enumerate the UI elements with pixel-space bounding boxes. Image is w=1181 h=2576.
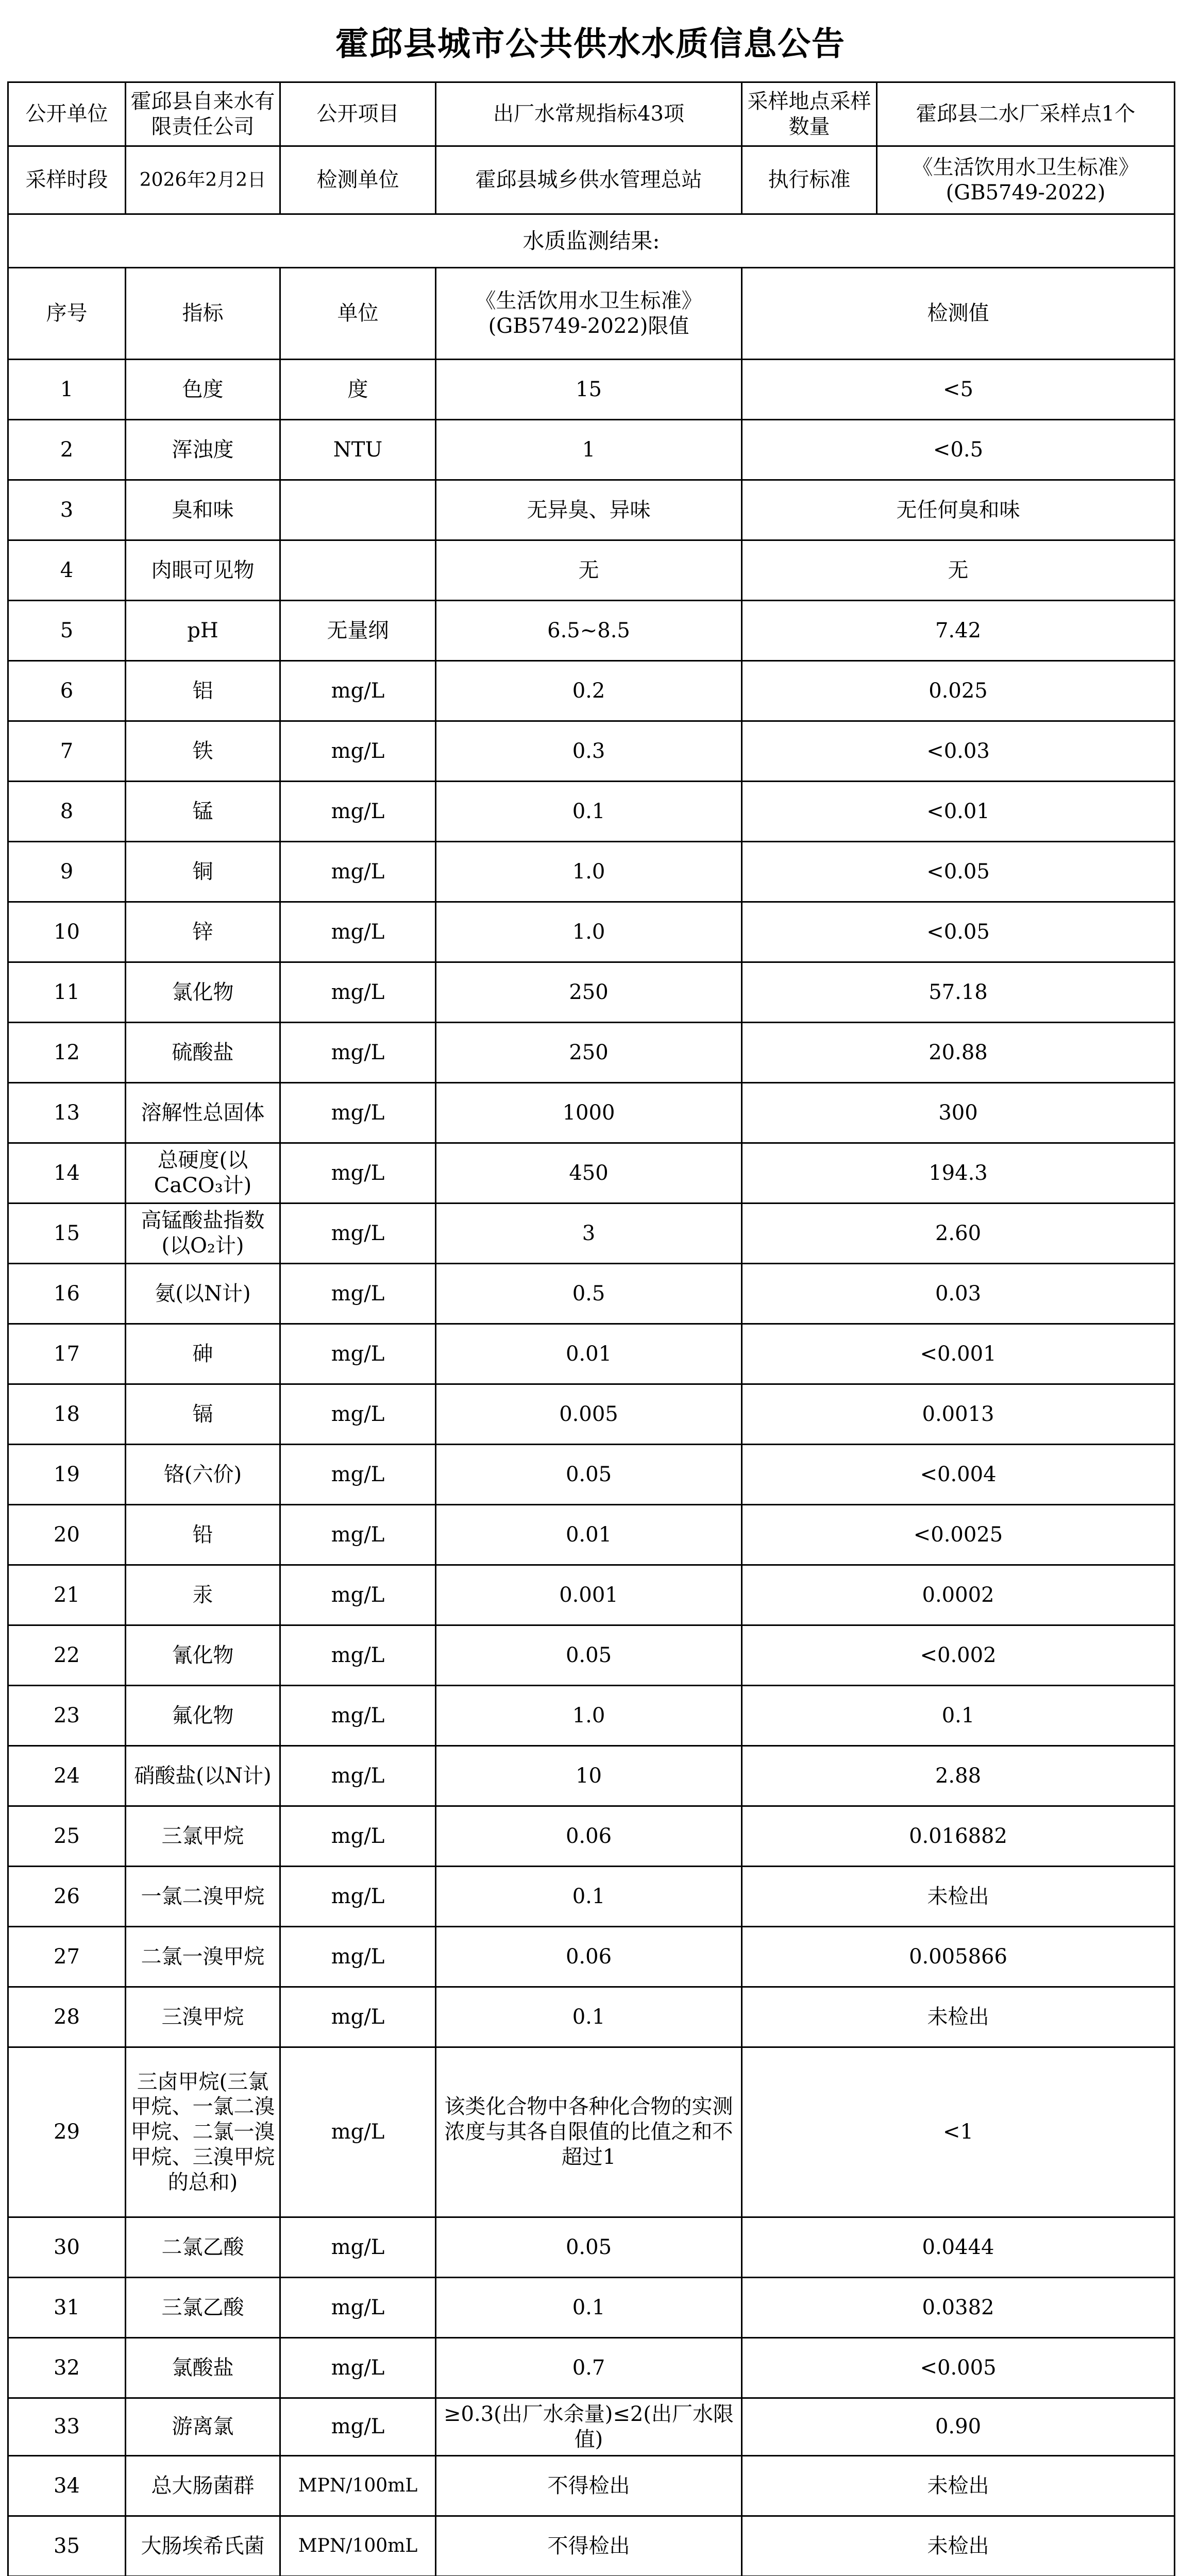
table-row (8, 2516, 1175, 2576)
row-limit-cell: 0.1 (436, 1867, 742, 1927)
col-header-limit: 《生活饮用水卫生标准》(GB5749-2022)限值 (436, 268, 742, 360)
row-no-cell: 17 (8, 1324, 126, 1384)
row-unit-cell: mg/L (280, 1264, 436, 1324)
row-indicator-cell: 总硬度(以CaCO₃计) (126, 1143, 280, 1204)
row-no-cell: 4 (8, 540, 126, 601)
row-indicator-cell: 氯酸盐 (126, 2338, 280, 2398)
publisher-label: 公开单位 (8, 82, 126, 146)
row-limit-cell: 不得检出 (436, 2456, 742, 2516)
row-indicator-cell: 浑浊度 (126, 420, 280, 480)
row-value-cell: 300 (742, 1083, 1175, 1143)
table-row (8, 420, 1175, 480)
row-value-cell: 0.016882 (742, 1806, 1175, 1867)
table-row (8, 480, 1175, 540)
row-indicator-cell: 铬(六价) (126, 1445, 280, 1505)
row-no-cell: 10 (8, 902, 126, 962)
row-value-cell: 2.88 (742, 1746, 1175, 1806)
results-title: 水质监测结果: (8, 214, 1175, 268)
row-unit-cell: 无量纲 (280, 601, 436, 661)
row-indicator-cell: 镉 (126, 1384, 280, 1445)
row-unit-cell: mg/L (280, 1204, 436, 1264)
table-row (8, 1324, 1175, 1384)
table-row (8, 1927, 1175, 1987)
row-unit-cell: mg/L (280, 842, 436, 902)
row-no-cell: 9 (8, 842, 126, 902)
table-row (8, 1023, 1175, 1083)
row-unit-cell: MPN/100mL (280, 2516, 436, 2576)
row-unit-cell: mg/L (280, 2047, 436, 2217)
table-row (8, 1565, 1175, 1625)
row-unit-cell: mg/L (280, 782, 436, 842)
row-unit-cell: mg/L (280, 1746, 436, 1806)
row-limit-cell: 0.2 (436, 661, 742, 721)
site-label: 采样地点采样数量 (742, 82, 877, 146)
publisher-value: 霍邱县自来水有限责任公司 (126, 82, 280, 146)
row-indicator-cell: 高锰酸盐指数(以O₂计) (126, 1204, 280, 1264)
row-limit-cell: 0.05 (436, 2217, 742, 2278)
row-value-cell: 0.03 (742, 1264, 1175, 1324)
row-no-cell: 18 (8, 1384, 126, 1445)
table-row (8, 902, 1175, 962)
row-no-cell: 7 (8, 721, 126, 782)
row-limit-cell: 0.5 (436, 1264, 742, 1324)
row-no-cell: 23 (8, 1686, 126, 1746)
row-indicator-cell: 铜 (126, 842, 280, 902)
row-limit-cell: 250 (436, 1023, 742, 1083)
row-no-cell: 30 (8, 2217, 126, 2278)
row-limit-cell: 0.005 (436, 1384, 742, 1445)
table-row (8, 1143, 1175, 1204)
row-indicator-cell: 三溴甲烷 (126, 1987, 280, 2047)
row-indicator-cell: 硝酸盐(以N计) (126, 1746, 280, 1806)
table-row (8, 1505, 1175, 1565)
row-indicator-cell: 硫酸盐 (126, 1023, 280, 1083)
row-no-cell: 26 (8, 1867, 126, 1927)
data-rows (8, 360, 1175, 2576)
row-unit-cell: mg/L (280, 2217, 436, 2278)
row-unit-cell: mg/L (280, 1143, 436, 1204)
row-indicator-cell: 游离氯 (126, 2398, 280, 2456)
row-value-cell: 未检出 (742, 1867, 1175, 1927)
column-header-row (8, 268, 1175, 360)
table-row (8, 360, 1175, 420)
row-limit-cell: 450 (436, 1143, 742, 1204)
row-no-cell: 1 (8, 360, 126, 420)
item-value: 出厂水常规指标43项 (436, 82, 742, 146)
row-no-cell: 22 (8, 1625, 126, 1686)
row-unit-cell: mg/L (280, 1625, 436, 1686)
col-header-value: 检测值 (742, 268, 1175, 360)
row-no-cell: 19 (8, 1445, 126, 1505)
row-value-cell: <0.01 (742, 782, 1175, 842)
row-indicator-cell: 砷 (126, 1324, 280, 1384)
time-value: 2026年2月2日 (126, 146, 280, 214)
row-indicator-cell: 氟化物 (126, 1686, 280, 1746)
row-limit-cell: 0.1 (436, 2278, 742, 2338)
row-limit-cell: 该类化合物中各种化合物的实测浓度与其各自限值的比值之和不超过1 (436, 2047, 742, 2217)
row-value-cell: 未检出 (742, 2456, 1175, 2516)
row-no-cell: 24 (8, 1746, 126, 1806)
info-row-1 (8, 82, 1175, 146)
row-value-cell: <0.001 (742, 1324, 1175, 1384)
table-row (8, 1746, 1175, 1806)
table-row (8, 1987, 1175, 2047)
time-label: 采样时段 (8, 146, 126, 214)
row-no-cell: 2 (8, 420, 126, 480)
row-unit-cell: mg/L (280, 1505, 436, 1565)
row-limit-cell: 10 (436, 1746, 742, 1806)
row-no-cell: 15 (8, 1204, 126, 1264)
row-no-cell: 25 (8, 1806, 126, 1867)
row-value-cell: <1 (742, 2047, 1175, 2217)
row-value-cell: 2.60 (742, 1204, 1175, 1264)
row-limit-cell: 1000 (436, 1083, 742, 1143)
results-title-row (8, 214, 1175, 268)
row-no-cell: 8 (8, 782, 126, 842)
row-unit-cell: mg/L (280, 1384, 436, 1445)
row-no-cell: 28 (8, 1987, 126, 2047)
row-limit-cell: 0.1 (436, 1987, 742, 2047)
row-limit-cell: 不得检出 (436, 2516, 742, 2576)
row-unit-cell: mg/L (280, 2398, 436, 2456)
row-limit-cell: 1.0 (436, 902, 742, 962)
row-limit-cell: 0.05 (436, 1445, 742, 1505)
table-row (8, 661, 1175, 721)
row-indicator-cell: 大肠埃希氏菌 (126, 2516, 280, 2576)
row-indicator-cell: 三卤甲烷(三氯甲烷、一氯二溴甲烷、二氯一溴甲烷、三溴甲烷的总和) (126, 2047, 280, 2217)
table-row (8, 540, 1175, 601)
row-indicator-cell: 臭和味 (126, 480, 280, 540)
row-limit-cell: 6.5~8.5 (436, 601, 742, 661)
row-unit-cell: mg/L (280, 962, 436, 1023)
lab-label: 检测单位 (280, 146, 436, 214)
row-value-cell: 0.0002 (742, 1565, 1175, 1625)
row-unit-cell: 度 (280, 360, 436, 420)
row-limit-cell: 15 (436, 360, 742, 420)
table-row (8, 842, 1175, 902)
water-quality-table (7, 81, 1175, 2576)
row-limit-cell: 0.06 (436, 1927, 742, 1987)
row-unit-cell: mg/L (280, 1806, 436, 1867)
row-limit-cell: 无 (436, 540, 742, 601)
table-row (8, 1445, 1175, 1505)
table-row (8, 2398, 1175, 2456)
row-indicator-cell: 汞 (126, 1565, 280, 1625)
table-row (8, 1083, 1175, 1143)
table-row (8, 1204, 1175, 1264)
row-no-cell: 6 (8, 661, 126, 721)
row-value-cell: 无任何臭和味 (742, 480, 1175, 540)
row-indicator-cell: 三氯乙酸 (126, 2278, 280, 2338)
row-unit-cell: mg/L (280, 721, 436, 782)
row-unit-cell: mg/L (280, 1867, 436, 1927)
row-indicator-cell: 肉眼可见物 (126, 540, 280, 601)
row-no-cell: 31 (8, 2278, 126, 2338)
row-unit-cell: mg/L (280, 1023, 436, 1083)
row-value-cell: <0.005 (742, 2338, 1175, 2398)
col-header-no: 序号 (8, 268, 126, 360)
row-indicator-cell: 氰化物 (126, 1625, 280, 1686)
row-value-cell: <0.05 (742, 842, 1175, 902)
table-row (8, 1686, 1175, 1746)
row-value-cell: 未检出 (742, 1987, 1175, 2047)
info-row-2 (8, 146, 1175, 214)
row-no-cell: 27 (8, 1927, 126, 1987)
row-limit-cell: ≥0.3(出厂水余量)≤2(出厂水限值) (436, 2398, 742, 2456)
row-indicator-cell: 铝 (126, 661, 280, 721)
row-indicator-cell: 溶解性总固体 (126, 1083, 280, 1143)
row-unit-cell: mg/L (280, 2278, 436, 2338)
row-value-cell: 7.42 (742, 601, 1175, 661)
row-indicator-cell: 三氯甲烷 (126, 1806, 280, 1867)
row-indicator-cell: 铁 (126, 721, 280, 782)
row-limit-cell: 0.7 (436, 2338, 742, 2398)
row-limit-cell: 0.06 (436, 1806, 742, 1867)
standard-label: 执行标准 (742, 146, 877, 214)
row-no-cell: 13 (8, 1083, 126, 1143)
row-unit-cell: mg/L (280, 661, 436, 721)
row-limit-cell: 0.05 (436, 1625, 742, 1686)
row-indicator-cell: 氨(以N计) (126, 1264, 280, 1324)
row-unit-cell: mg/L (280, 902, 436, 962)
row-limit-cell: 250 (436, 962, 742, 1023)
table-row (8, 2456, 1175, 2516)
row-no-cell: 16 (8, 1264, 126, 1324)
table-row (8, 962, 1175, 1023)
row-unit-cell (280, 540, 436, 601)
row-indicator-cell: 二氯乙酸 (126, 2217, 280, 2278)
row-limit-cell: 0.001 (436, 1565, 742, 1625)
row-limit-cell: 1.0 (436, 842, 742, 902)
standard-value: 《生活饮用水卫生标准》(GB5749-2022) (877, 146, 1175, 214)
row-value-cell: <0.0025 (742, 1505, 1175, 1565)
row-indicator-cell: 总大肠菌群 (126, 2456, 280, 2516)
table-row (8, 1867, 1175, 1927)
row-no-cell: 35 (8, 2516, 126, 2576)
row-limit-cell: 0.01 (436, 1324, 742, 1384)
row-limit-cell: 无异臭、异味 (436, 480, 742, 540)
site-value: 霍邱县二水厂采样点1个 (877, 82, 1175, 146)
row-no-cell: 29 (8, 2047, 126, 2217)
row-value-cell: <0.004 (742, 1445, 1175, 1505)
table-row (8, 601, 1175, 661)
row-unit-cell: mg/L (280, 1445, 436, 1505)
row-no-cell: 32 (8, 2338, 126, 2398)
row-value-cell: 57.18 (742, 962, 1175, 1023)
row-no-cell: 20 (8, 1505, 126, 1565)
row-value-cell: 20.88 (742, 1023, 1175, 1083)
row-limit-cell: 1 (436, 420, 742, 480)
row-indicator-cell: 色度 (126, 360, 280, 420)
item-label: 公开项目 (280, 82, 436, 146)
row-value-cell: 0.0444 (742, 2217, 1175, 2278)
row-unit-cell: mg/L (280, 1686, 436, 1746)
row-value-cell: 0.90 (742, 2398, 1175, 2456)
row-no-cell: 12 (8, 1023, 126, 1083)
row-value-cell: 未检出 (742, 2516, 1175, 2576)
col-header-indicator: 指标 (126, 268, 280, 360)
lab-value: 霍邱县城乡供水管理总站 (436, 146, 742, 214)
row-unit-cell: mg/L (280, 2338, 436, 2398)
row-no-cell: 14 (8, 1143, 126, 1204)
row-indicator-cell: 铅 (126, 1505, 280, 1565)
table-row (8, 2278, 1175, 2338)
row-unit-cell: mg/L (280, 1565, 436, 1625)
row-indicator-cell: 氯化物 (126, 962, 280, 1023)
table-row (8, 2338, 1175, 2398)
row-value-cell: 0.1 (742, 1686, 1175, 1746)
row-unit-cell: mg/L (280, 1987, 436, 2047)
table-row (8, 1625, 1175, 1686)
row-limit-cell: 0.1 (436, 782, 742, 842)
row-unit-cell: MPN/100mL (280, 2456, 436, 2516)
row-limit-cell: 3 (436, 1204, 742, 1264)
table-row (8, 1806, 1175, 1867)
row-value-cell: <0.5 (742, 420, 1175, 480)
row-limit-cell: 0.3 (436, 721, 742, 782)
row-no-cell: 5 (8, 601, 126, 661)
row-indicator-cell: 锌 (126, 902, 280, 962)
row-value-cell: 0.025 (742, 661, 1175, 721)
row-value-cell: <0.03 (742, 721, 1175, 782)
row-indicator-cell: pH (126, 601, 280, 661)
row-value-cell: 0.005866 (742, 1927, 1175, 1987)
row-unit-cell: mg/L (280, 1083, 436, 1143)
table-row (8, 2047, 1175, 2217)
col-header-unit: 单位 (280, 268, 436, 360)
row-indicator-cell: 锰 (126, 782, 280, 842)
row-value-cell: <0.002 (742, 1625, 1175, 1686)
row-value-cell: <5 (742, 360, 1175, 420)
row-indicator-cell: 一氯二溴甲烷 (126, 1867, 280, 1927)
page-title: 霍邱县城市公共供水水质信息公告 (335, 25, 846, 63)
row-unit-cell: NTU (280, 420, 436, 480)
row-value-cell: <0.05 (742, 902, 1175, 962)
row-no-cell: 11 (8, 962, 126, 1023)
row-unit-cell: mg/L (280, 1324, 436, 1384)
table-row (8, 721, 1175, 782)
row-value-cell: 0.0013 (742, 1384, 1175, 1445)
row-value-cell: 无 (742, 540, 1175, 601)
row-no-cell: 33 (8, 2398, 126, 2456)
row-unit-cell: mg/L (280, 1927, 436, 1987)
row-value-cell: 0.0382 (742, 2278, 1175, 2338)
row-value-cell: 194.3 (742, 1143, 1175, 1204)
table-row (8, 2217, 1175, 2278)
row-no-cell: 21 (8, 1565, 126, 1625)
row-no-cell: 3 (8, 480, 126, 540)
table-row (8, 1264, 1175, 1324)
row-indicator-cell: 二氯一溴甲烷 (126, 1927, 280, 1987)
row-unit-cell (280, 480, 436, 540)
table-row (8, 1384, 1175, 1445)
row-limit-cell: 0.01 (436, 1505, 742, 1565)
table-row (8, 782, 1175, 842)
row-no-cell: 34 (8, 2456, 126, 2516)
row-limit-cell: 1.0 (436, 1686, 742, 1746)
